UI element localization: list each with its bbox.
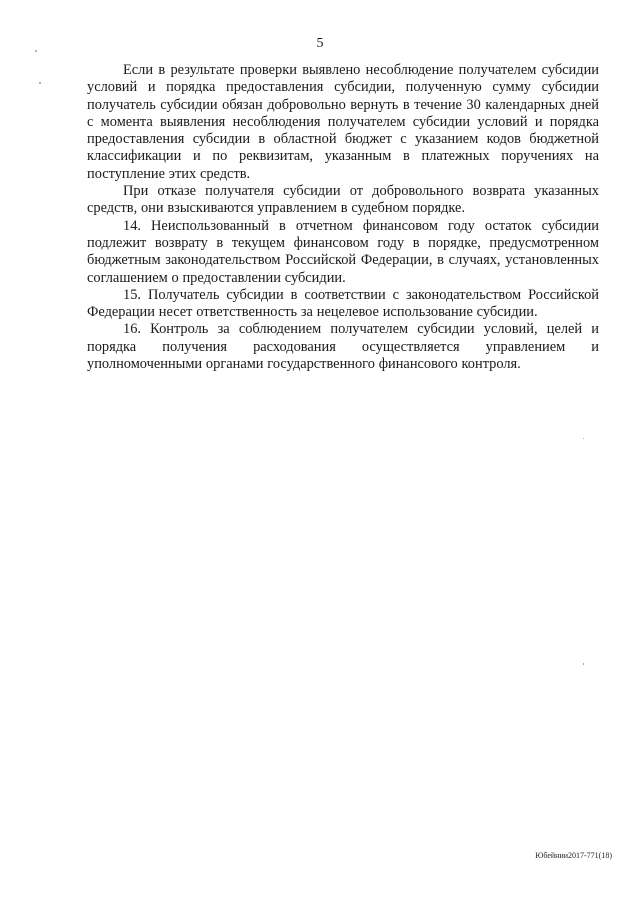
scan-speck	[583, 438, 584, 439]
paragraph-16-control: 16. Контроль за соблюдением получателем субсидии условий, целей и порядка получения расходования осуществляется управлением и уполномоченными органами государственного финансового контроля.	[87, 321, 599, 373]
paragraph-refund-on-violation: Если в результате проверки выявлено несоблюдение получателем субсидии условий и порядка предоставления субсидии, полученную сумму субсидии получатель субсидии обязан добровольно вернуть в течение 30 календарных дней с момента выявления несоблюдения получателем субсидии условий и порядка предоставления субсидии в областной бюджет с указанием кодов бюджетной классификации и по реквизитам, указанным в платежных поручениях на поступление этих средств.	[87, 62, 599, 182]
page-number: 5	[316, 36, 324, 51]
paragraph-14-unused-balance: 14. Неиспользованный в отчетном финансовом году остаток субсидии подлежит возврату в текущем финансовом году в порядке, предусмотренном бюджетным законодательством Российской Федерации, в случаях, установленных соглашением о предоставлении субсидии.	[87, 217, 599, 286]
paragraph-15-responsibility: 15. Получатель субсидии в соответствии с законодательством Российской Федерации несет ответственность за нецелевое использование субсидии.	[87, 286, 599, 321]
document-footer-code: Юбейнии2017-771(18)	[535, 851, 612, 860]
scan-speck	[39, 82, 41, 84]
paragraph-refusal-to-refund: При отказе получателя субсидии от добровольного возврата указанных средств, они взыскиваются управлением в судебном порядке.	[87, 183, 599, 217]
document-body	[87, 62, 599, 373]
scan-speck	[583, 663, 584, 665]
